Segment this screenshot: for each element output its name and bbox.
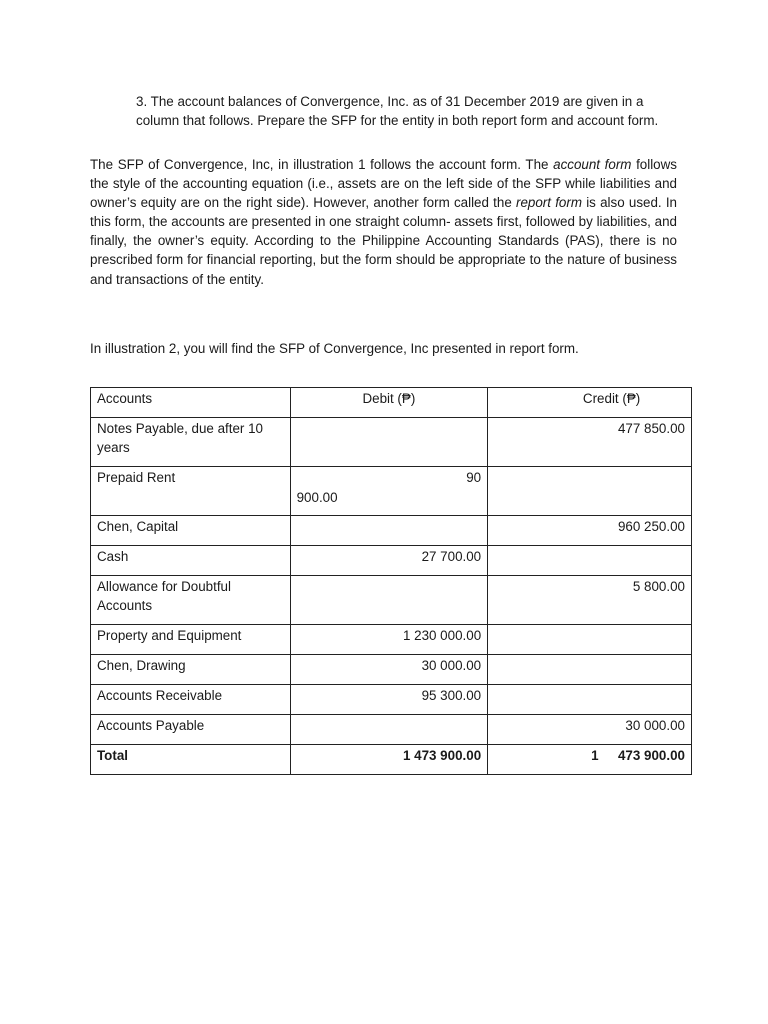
account-name: Chen, Capital xyxy=(97,519,179,534)
debit-value-line-2: 900.00 xyxy=(296,490,338,505)
table-total-row xyxy=(91,745,692,775)
credit-value xyxy=(488,546,691,547)
debit-value: 27 700.00 xyxy=(421,549,482,564)
header-accounts: Accounts xyxy=(97,391,153,406)
table-row xyxy=(91,418,692,467)
account-name: Accounts Payable xyxy=(97,718,205,733)
credit-value: 477 850.00 xyxy=(617,421,685,436)
credit-value xyxy=(488,467,691,468)
header-credit: Credit (₱) xyxy=(582,391,641,406)
debit-value: 95 300.00 xyxy=(421,688,482,703)
credit-value xyxy=(488,685,691,686)
table-row xyxy=(91,546,692,576)
account-name: Allowance for Doubtful Accounts xyxy=(97,579,231,613)
total-credit-part-a: 1 xyxy=(591,748,599,763)
account-name: Property and Equipment xyxy=(97,628,242,643)
table-header-row xyxy=(91,388,692,418)
credit-value xyxy=(488,655,691,656)
account-name: Chen, Drawing xyxy=(97,658,186,673)
total-credit xyxy=(488,745,691,765)
account-name: Accounts Receivable xyxy=(97,688,223,703)
question-line-2: column that follows. Prepare the SFP for the entity in both report form and account form. xyxy=(136,113,659,128)
paragraph-italic-report-form: report form xyxy=(516,195,582,211)
question-line-1: 3. The account balances of Convergence, Inc. as of 31 December 2019 are given in a xyxy=(136,94,644,109)
account-name: Cash xyxy=(97,549,129,564)
debit-value: 1 230 000.00 xyxy=(402,628,482,643)
table-row xyxy=(91,625,692,655)
header-debit: Debit (₱) xyxy=(362,391,416,406)
credit-value: 5 800.00 xyxy=(632,579,685,594)
paragraph-part-2: follows the style of the accounting equation (i.e., assets are on the left side of the SFP while liabilities and owner’s equity are on the right side). However, another form called the xyxy=(90,157,677,211)
total-debit: 1 473 900.00 xyxy=(402,748,482,763)
table-row xyxy=(91,685,692,715)
debit-value xyxy=(291,576,488,577)
debit-value: 30 000.00 xyxy=(421,658,482,673)
table-row xyxy=(91,516,692,546)
debit-value-line-1: 90 xyxy=(466,470,482,485)
body-paragraph xyxy=(90,155,677,289)
table-row xyxy=(91,655,692,685)
total-label: Total xyxy=(97,748,128,763)
illustration-2-intro: In illustration 2, you will find the SFP of Convergence, Inc presented in report form. xyxy=(90,341,579,356)
account-name: Prepaid Rent xyxy=(97,470,176,485)
credit-value: 960 250.00 xyxy=(617,519,685,534)
account-balances-table xyxy=(90,387,692,775)
question-text xyxy=(136,92,696,130)
paragraph-italic-account-form: account form xyxy=(553,157,632,172)
paragraph-part-1: The SFP of Convergence, Inc, in illustration 1 follows the account form. The xyxy=(90,157,554,172)
debit-value xyxy=(291,418,488,419)
credit-value: 30 000.00 xyxy=(625,718,685,733)
account-name: Notes Payable, due after 10 years xyxy=(97,421,264,455)
debit-value xyxy=(291,715,488,716)
table-row xyxy=(91,576,692,625)
paragraph-part-3: is also used. In this form, the accounts are presented in one straight column- assets first, followed by liabilities, and finally, the owner’s equity. According to the Philippine Accounting Standards (PAS), there is no prescribed form for financial reporting, but the form should be appropriate to the nature of business and transactions of the entity. xyxy=(90,195,678,287)
table-row xyxy=(91,715,692,745)
debit-value xyxy=(291,516,488,517)
total-credit-part-b: 473 900.00 xyxy=(617,748,685,763)
table-row xyxy=(91,467,692,516)
credit-value xyxy=(488,625,691,626)
